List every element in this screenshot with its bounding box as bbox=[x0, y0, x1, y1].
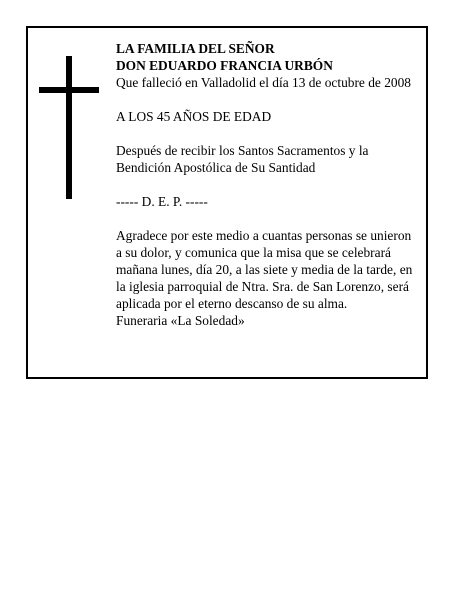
cross-icon bbox=[39, 56, 99, 199]
obituary-notice bbox=[26, 26, 428, 379]
thanks-line: la iglesia parroquial de Ntra. Sra. de San Lorenzo, será bbox=[116, 279, 409, 294]
death-line: Que falleció en Valladolid el día 13 de octubre de 2008 bbox=[116, 75, 411, 90]
funeral-home: Funeraria «La Soledad» bbox=[116, 313, 245, 328]
cross-vertical-bar bbox=[66, 56, 72, 199]
notice-text bbox=[116, 40, 421, 329]
sacraments-line-1: Después de recibir los Santos Sacramentos y la bbox=[116, 143, 369, 158]
rip-line: ----- D. E. P. ----- bbox=[116, 194, 208, 209]
sacraments-line-2: Bendición Apostólica de Su Santidad bbox=[116, 160, 316, 175]
cross-horizontal-bar bbox=[39, 87, 99, 93]
thanks-line: mañana lunes, día 20, a las siete y media de la tarde, en bbox=[116, 262, 413, 277]
thanks-line: aplicada por el eterno descanso de su alma. bbox=[116, 296, 348, 311]
heading-line-2: DON EDUARDO FRANCIA URBÓN bbox=[116, 58, 333, 73]
heading-line-1: LA FAMILIA DEL SEÑOR bbox=[116, 41, 275, 56]
thanks-line: a su dolor, y comunica que la misa que se celebrará bbox=[116, 245, 391, 260]
age-line: A LOS 45 AÑOS DE EDAD bbox=[116, 109, 272, 124]
thanks-line: Agradece por este medio a cuantas personas se unieron bbox=[116, 228, 412, 243]
